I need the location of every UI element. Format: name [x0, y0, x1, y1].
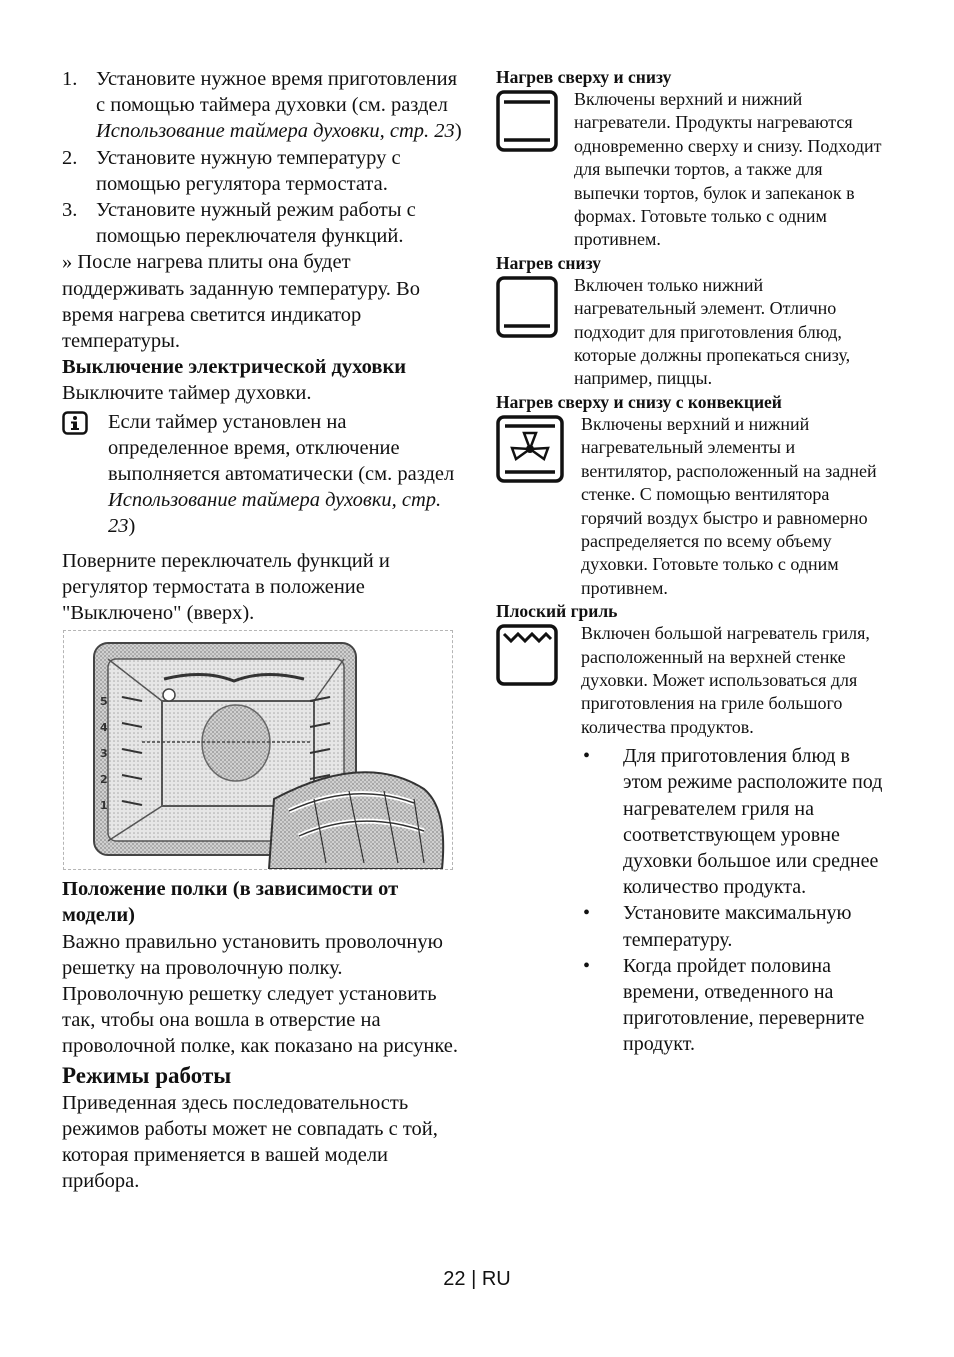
note-reference: Использование таймера духовки, стр. 23 [108, 489, 442, 538]
page-footer [0, 1268, 954, 1291]
shelf-level-label: 2 [100, 773, 108, 787]
shelf-level-label: 3 [100, 747, 108, 761]
step-number: 3. [62, 199, 78, 222]
step-text: Установите нужную температуру с помощью регулятора термостата. [96, 146, 401, 195]
list-item-text: Для приготовления блюд в этом режиме расположите под нагревателем гриля на соответствующем уровне духовки большое или среднее количество продукта. [623, 745, 883, 899]
step-number: 1. [62, 68, 78, 90]
right-column [496, 66, 886, 1058]
step-1: 1. Установите нужное время приготовления с помощью таймера духовки (см. раздел Использование таймера духовки, стр. 23) [62, 66, 462, 145]
shelf-heading: Положение полки (в зависимости от модели) [62, 878, 399, 927]
shelf-level-label: 1 [100, 799, 108, 813]
step-number: 2. [62, 146, 78, 169]
bottom-heat-icon [496, 274, 574, 391]
turn-off-text: Поверните переключатель функций и регулятор термостата в положение "Выключено" (вверх). [62, 549, 390, 625]
shelf-level-label: 4 [100, 721, 108, 735]
step-text: Установите нужное время приготовления с помощью таймера духовки (см. раздел [96, 68, 457, 117]
list-item-text: Установите максимальную температуру. [623, 902, 852, 951]
mode-description: Включены верхний и нижний нагреватели. Продукты нагреваются одновременно сверху и снизу. Подходит для выпечки тортов, а также для выпечки тортов, булок и запеканок в формах. Готовьте только с одним противнем. [574, 89, 882, 250]
oven-shelf-illustration [63, 630, 453, 870]
mode-flat-grill [496, 600, 886, 739]
flat-grill-icon [496, 622, 581, 739]
bullet-mark: • [583, 954, 591, 977]
fan-heat-icon [496, 413, 581, 600]
mode-title: Нагрев сверху и снизу с конвекцией [496, 391, 782, 412]
list-item [496, 743, 886, 900]
bullet-mark: • [583, 902, 591, 925]
mode-title: Нагрев сверху и снизу [496, 67, 672, 87]
mode-bottom-heat [496, 252, 886, 391]
shelf-level-label: 5 [100, 695, 108, 709]
mode-title: Плоский гриль [496, 601, 618, 622]
grill-tips-list [496, 743, 886, 1057]
list-item [496, 953, 886, 1058]
top-bottom-heat-icon [496, 88, 574, 252]
modes-text: Приведенная здесь последовательность режимов работы может не совпадать с той, которая применяется в вашей модели прибора. [62, 1091, 438, 1193]
list-item [496, 900, 886, 952]
shelf-text: Важно правильно установить проволочную решетку на проволочную полку. Проволочную решетку следует установить так, чтобы она вошла в отверстие на проволочной полке, как показано на рисунке. [62, 930, 459, 1058]
bullet-mark: • [583, 745, 591, 768]
modes-heading: Режимы работы [62, 1062, 232, 1088]
footer-separator: | [471, 1268, 477, 1290]
note-text: Если таймер установлен на определенное время, отключение выполняется автоматически (см. раздел [108, 410, 455, 486]
step-3 [62, 197, 462, 249]
mode-top-bottom-heat [496, 66, 886, 252]
off-text: Выключите таймер духовки. [62, 382, 312, 405]
left-column [62, 66, 462, 1195]
info-icon [62, 409, 108, 540]
mode-fan-heat [496, 391, 886, 600]
step-reference: Использование таймера духовки, стр. 23 [96, 120, 455, 143]
mode-description: Включены верхний и нижний нагревательный элементы и вентилятор, расположенный на задней стенке. С помощью вентилятора горячий воздух быстро и равномерно распределяется по всему объему духовки. Готовьте только с одним противнем. [581, 413, 877, 598]
mode-description: Включен большой нагреватель гриля, расположенный на верхней стенке духовки. Может использоваться для приготовления на гриле большого количества продуктов. [581, 623, 870, 737]
after-heat-text: » После нагрева плиты она будет поддерживать заданную температуру. Во время нагрева светится индикатор температуры. [62, 251, 420, 353]
language-code: RU [481, 1268, 511, 1290]
mode-title: Нагрев снизу [496, 252, 601, 273]
step-2 [62, 145, 462, 197]
mode-description: Включен только нижний нагревательный элемент. Отлично подходит для приготовления блюд, которые должны пропекаться снизу, например, пиццы. [574, 274, 851, 389]
list-item-text: Когда пройдет половина времени, отведенного на приготовление, переверните продукт. [623, 954, 865, 1056]
off-heading: Выключение электрической духовки [62, 356, 407, 379]
step-text: Установите нужный режим работы с помощью переключателя функций. [96, 199, 416, 248]
page-number: 22 [443, 1268, 466, 1290]
info-note: Если таймер установлен на определенное время, отключение выполняется автоматически (см. раздел Использование таймера духовки, стр. 23) [62, 409, 462, 540]
